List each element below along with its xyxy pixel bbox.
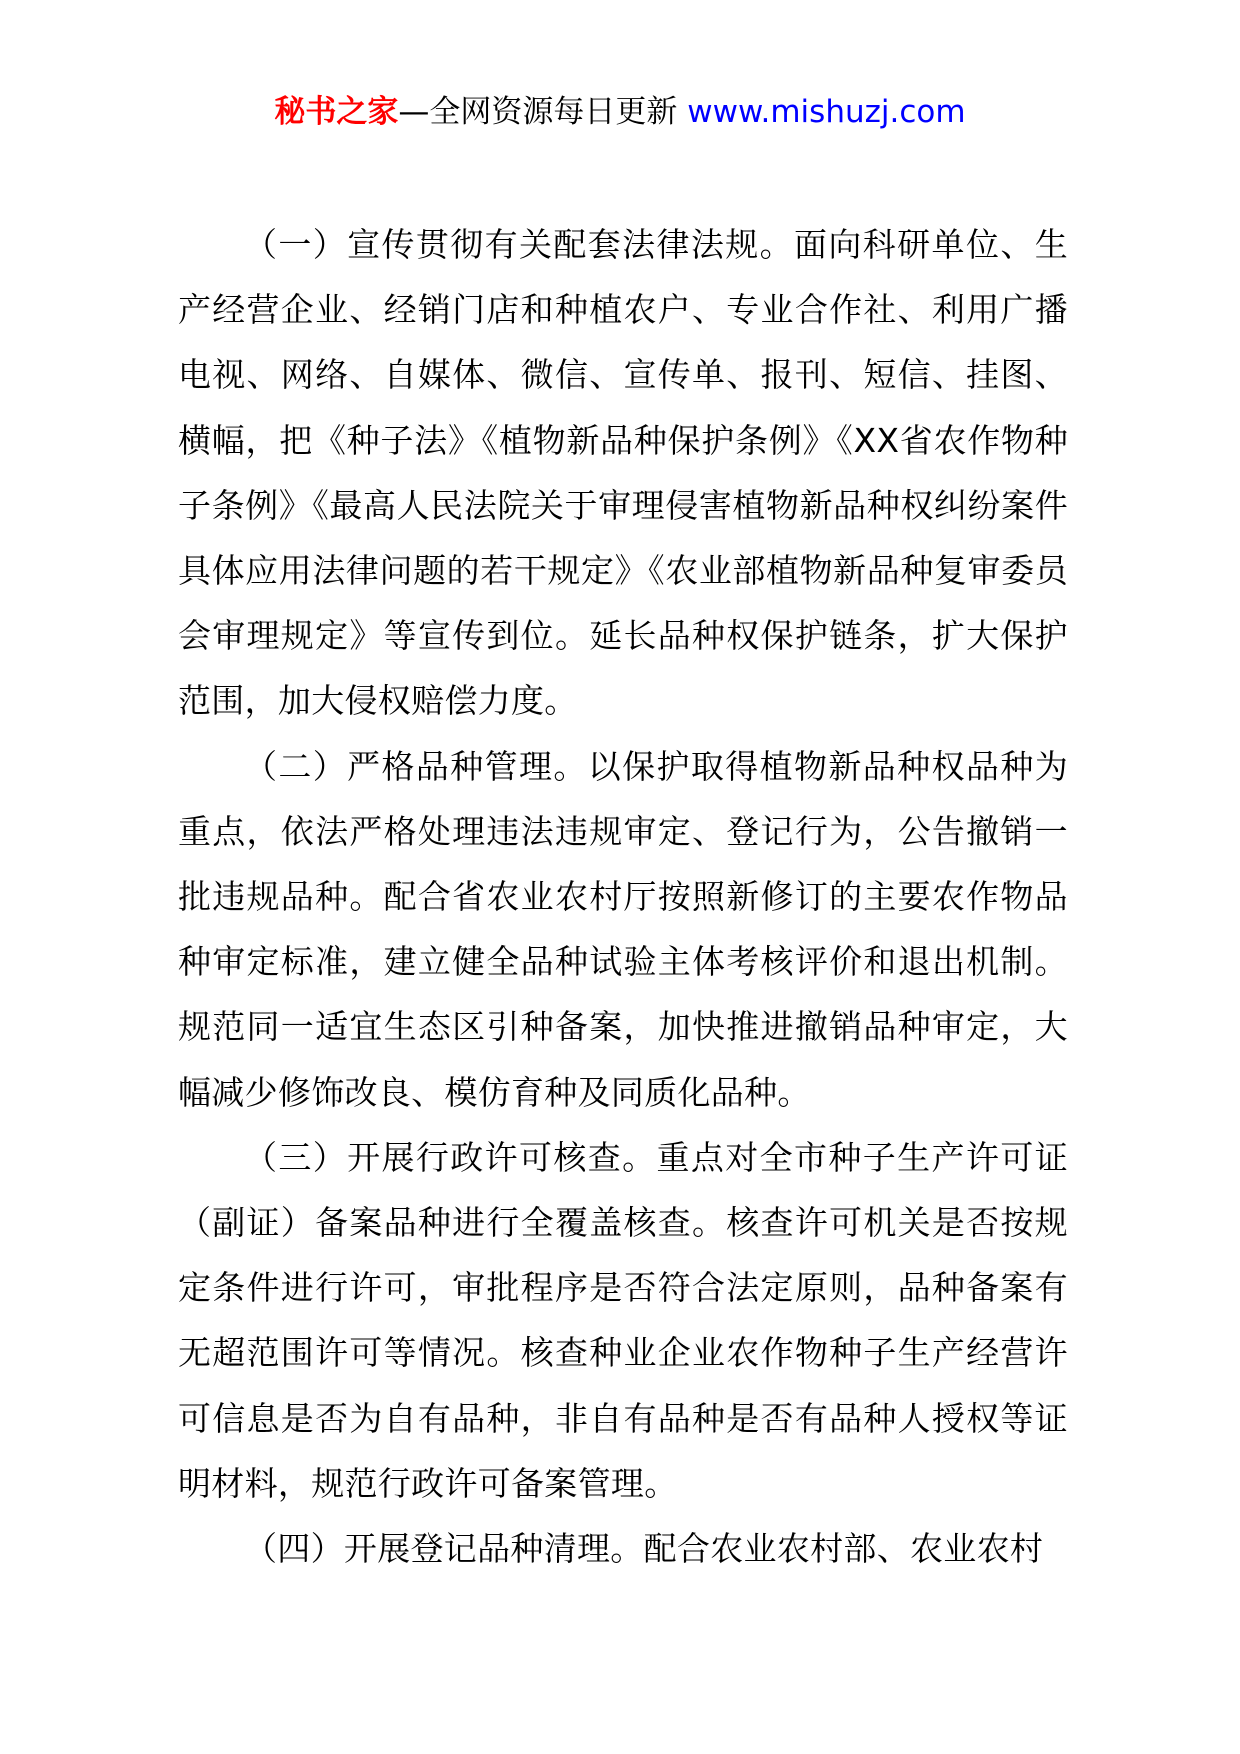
site-url-link[interactable]: www.mishuzj.com <box>687 94 966 130</box>
paragraph-2: （二）严格品种管理。以保护取得植物新品种权品种为重点，依法严格处理违法违规审定、登记行为，公告撤销一批违规品种。配合省农业农村厅按照新修订的主要农作物品种审定标准，建立健全品种试验主体考核评价和退出机制。规范同一适宜生态区引种备案，加快推进撤销品种审定，大幅减少修饰改良、模仿育种及同质化品种。 <box>178 746 1068 1112</box>
paragraph-3: （三）开展行政许可核查。重点对全市种子生产许可证（副证）备案品种进行全覆盖核查。核查许可机关是否按规定条件进行许可，审批程序是否符合法定原则，品种备案有无超范围许可等情况。核查种业企业农作物种子生产经营许可信息是否为自有品种，非自有品种是否有品种人授权等证明材料，规范行政许可备案管理。 <box>178 1137 1068 1503</box>
document-body <box>178 212 1068 1581</box>
site-tagline: —全网资源每日更新 <box>398 94 688 130</box>
page-header <box>0 92 1240 132</box>
paragraph-1: （一）宣传贯彻有关配套法律法规。面向科研单位、生产经营企业、经销门店和种植农户、专业合作社、利用广播电视、网络、自媒体、微信、宣传单、报刊、短信、挂图、横幅，把《种子法》《植物新品种保护条例》《XX省农作物种子条例》《最高人民法院关于审理侵害植物新品种权纠纷案件具体应用法律问题的若干规定》《农业部植物新品种复审委员会审理规定》等宣传到位。延长品种权保护链条，扩大保护范围，加大侵权赔偿力度。 <box>178 225 1068 721</box>
paragraph-4: （四）开展登记品种清理。配合农业农村部、农业农村 <box>244 1529 1044 1569</box>
site-brand: 秘书之家 <box>274 94 399 130</box>
